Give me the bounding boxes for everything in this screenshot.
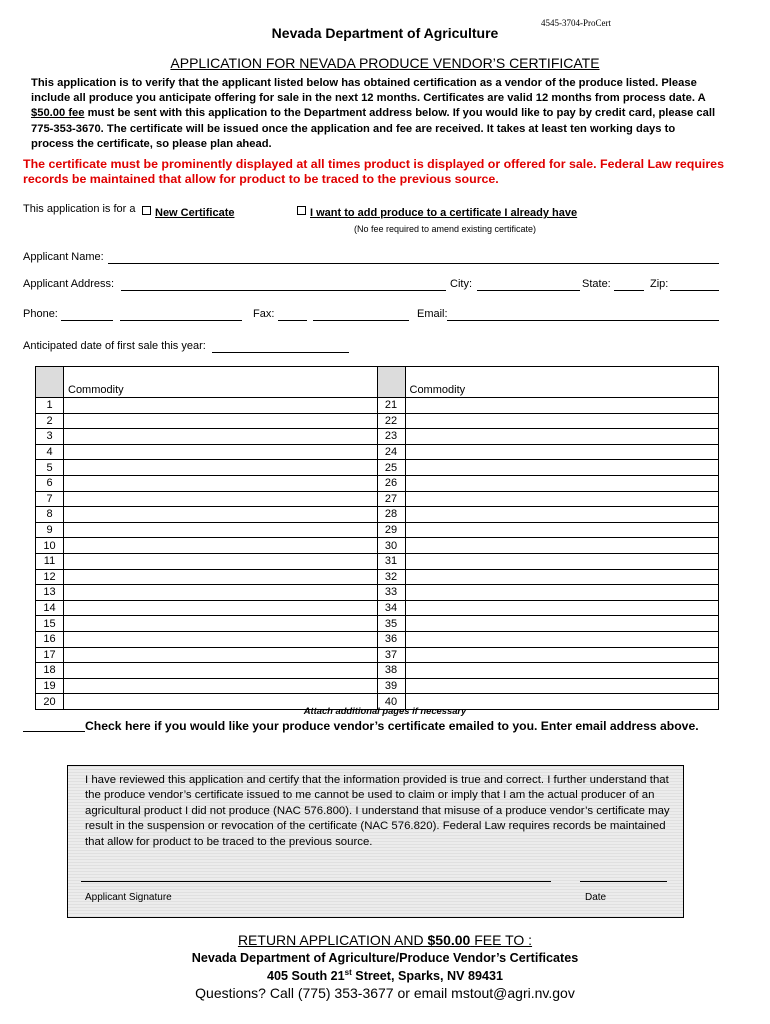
fax-label: Fax: — [253, 308, 275, 320]
commodity-entry-field[interactable] — [64, 398, 378, 414]
phone-label: Phone: — [23, 308, 58, 320]
commodity-entry-field[interactable] — [405, 553, 719, 569]
return-address-line2 — [0, 968, 770, 983]
commodity-table — [35, 366, 719, 710]
table-row — [36, 585, 719, 601]
commodity-entry-field[interactable] — [64, 413, 378, 429]
row-number: 2 — [36, 413, 64, 429]
row-number: 5 — [36, 460, 64, 476]
table-row — [36, 616, 719, 632]
return-heading — [0, 932, 770, 948]
row-number: 27 — [377, 491, 405, 507]
row-number: 17 — [36, 647, 64, 663]
row-number: 10 — [36, 538, 64, 554]
new-certificate-option[interactable] — [142, 203, 234, 221]
table-row — [36, 460, 719, 476]
first-sale-label: Anticipated date of first sale this year: — [23, 340, 206, 352]
row-number: 19 — [36, 678, 64, 694]
return-fee: $50.00 — [427, 932, 471, 948]
commodity-entry-field[interactable] — [64, 663, 378, 679]
commodity-header-left: Commodity — [64, 367, 378, 398]
commodity-entry-field[interactable] — [405, 429, 719, 445]
row-number: 36 — [377, 631, 405, 647]
zip-label: Zip: — [650, 278, 669, 290]
checkbox-icon[interactable] — [142, 206, 151, 215]
signature-label: Applicant Signature — [85, 892, 172, 903]
email-field[interactable] — [447, 320, 719, 321]
state-label: State: — [582, 278, 611, 290]
fax-number-field[interactable] — [313, 320, 409, 321]
applicant-name-field[interactable] — [108, 263, 719, 264]
commodity-entry-field[interactable] — [405, 585, 719, 601]
city-label: City: — [450, 278, 472, 290]
table-row — [36, 569, 719, 585]
commodity-entry-field[interactable] — [405, 538, 719, 554]
row-number: 29 — [377, 522, 405, 538]
row-number: 38 — [377, 663, 405, 679]
date-label: Date — [585, 892, 607, 903]
phone-number-field[interactable] — [120, 320, 242, 321]
page-title: APPLICATION FOR NEVADA PRODUCE VENDOR’S CERTIFICATE — [170, 55, 600, 71]
commodity-entry-field[interactable] — [405, 507, 719, 523]
street-suffix: Street, Sparks, NV 89431 — [351, 969, 504, 984]
row-number: 8 — [36, 507, 64, 523]
commodity-entry-field[interactable] — [405, 398, 719, 414]
intro-paragraph — [31, 76, 721, 152]
row-number: 35 — [377, 616, 405, 632]
questions-contact: Questions? Call (775) 353-3677 or email mstout@agri.nv.gov — [195, 985, 575, 1001]
table-header-row — [36, 367, 719, 398]
row-number: 4 — [36, 444, 64, 460]
commodity-entry-field[interactable] — [64, 538, 378, 554]
row-number: 12 — [36, 569, 64, 585]
commodity-entry-field[interactable] — [405, 569, 719, 585]
agency-name: Nevada Department of Agriculture — [271, 25, 499, 41]
add-produce-label: I want to add produce to a certificate I already have — [310, 207, 578, 219]
row-number: 7 — [36, 491, 64, 507]
commodity-entry-field[interactable] — [64, 678, 378, 694]
commodity-entry-field[interactable] — [64, 631, 378, 647]
table-row — [36, 491, 719, 507]
return-prefix: RETURN APPLICATION AND — [237, 932, 428, 948]
commodity-entry-field[interactable] — [64, 522, 378, 538]
row-number: 23 — [377, 429, 405, 445]
row-number: 39 — [377, 678, 405, 694]
intro-text-part1: This application is to verify that the applicant listed below has obtained certification as a vendor of the produce listed. Please include all produce you anticipate offering for sale in the next 12 months. Certificates are valid 12 months from process date. A — [31, 77, 706, 105]
row-number: 30 — [377, 538, 405, 554]
commodity-entry-field[interactable] — [64, 616, 378, 632]
row-number: 40 — [377, 694, 405, 710]
row-number: 24 — [377, 444, 405, 460]
table-header-blank — [36, 367, 64, 398]
commodity-entry-field[interactable] — [64, 585, 378, 601]
new-certificate-label: New Certificate — [155, 207, 235, 219]
row-number: 22 — [377, 413, 405, 429]
table-row — [36, 678, 719, 694]
checkbox-icon[interactable] — [297, 206, 306, 215]
table-row — [36, 647, 719, 663]
table-row — [36, 600, 719, 616]
commodity-entry-field[interactable] — [405, 475, 719, 491]
row-number: 14 — [36, 600, 64, 616]
table-row — [36, 444, 719, 460]
certification-box — [67, 765, 684, 918]
commodity-entry-field[interactable] — [405, 616, 719, 632]
first-sale-field[interactable] — [212, 352, 349, 353]
street-prefix: 405 South 21 — [266, 969, 345, 984]
row-number: 11 — [36, 553, 64, 569]
intro-fee: $50.00 fee — [31, 107, 85, 120]
commodity-entry-field[interactable] — [405, 444, 719, 460]
table-row — [36, 507, 719, 523]
return-address-line1: Nevada Department of Agriculture/Produce Vendor’s Certificates — [191, 951, 579, 965]
row-number: 32 — [377, 569, 405, 585]
add-produce-option[interactable] — [297, 203, 577, 221]
zip-field[interactable] — [670, 290, 719, 291]
row-number: 31 — [377, 553, 405, 569]
signature-field[interactable] — [81, 881, 551, 882]
commodity-entry-field[interactable] — [405, 522, 719, 538]
commodity-entry-field[interactable] — [405, 600, 719, 616]
commodity-entry-field[interactable] — [405, 491, 719, 507]
commodity-entry-field[interactable] — [405, 678, 719, 694]
email-check-blank[interactable] — [23, 719, 85, 732]
state-field[interactable] — [614, 290, 644, 291]
row-number: 1 — [36, 398, 64, 414]
table-row — [36, 631, 719, 647]
warning-notice: The certificate must be prominently displayed at all times product is displayed or offered for sale. Federal Law requires records be maintained that allow for product to be traced to the previous source. — [23, 157, 724, 186]
commodity-entry-field[interactable] — [64, 491, 378, 507]
row-number: 18 — [36, 663, 64, 679]
commodity-entry-field[interactable] — [64, 460, 378, 476]
commodity-entry-field[interactable] — [64, 600, 378, 616]
row-number: 25 — [377, 460, 405, 476]
row-number: 37 — [377, 647, 405, 663]
table-row — [36, 538, 719, 554]
phone-area-code-field[interactable] — [61, 320, 113, 321]
commodity-entry-field[interactable] — [64, 475, 378, 491]
applicant-address-label: Applicant Address: — [23, 278, 115, 290]
table-row — [36, 398, 719, 414]
email-check-row — [23, 719, 723, 734]
row-number: 34 — [377, 600, 405, 616]
row-number: 3 — [36, 429, 64, 445]
commodity-entry-field[interactable] — [405, 647, 719, 663]
commodity-entry-field[interactable] — [64, 569, 378, 585]
commodity-header-right: Commodity — [405, 367, 719, 398]
application-type-label: This application is for a — [23, 203, 136, 215]
city-field[interactable] — [477, 290, 580, 291]
table-row — [36, 522, 719, 538]
row-number: 13 — [36, 585, 64, 601]
intro-text-part2: must be sent with this application to the Department address below. If you would like to pay by credit card, please call 775-353-3670. The certificate will be issued once the application and fee are received. It takes at least ten working days to process the certificate, so please plan ahead. — [31, 107, 716, 150]
row-number: 28 — [377, 507, 405, 523]
row-number: 33 — [377, 585, 405, 601]
table-row — [36, 475, 719, 491]
email-label: Email: — [417, 308, 448, 320]
street-ordinal: st — [344, 968, 352, 977]
commodity-entry-field[interactable] — [64, 553, 378, 569]
commodity-entry-field[interactable] — [64, 647, 378, 663]
commodity-entry-field[interactable] — [405, 413, 719, 429]
form-code: 4545-3704-ProCert — [541, 18, 611, 28]
return-suffix: FEE TO : — [470, 932, 533, 948]
commodity-entry-field[interactable] — [405, 460, 719, 476]
commodity-entry-field[interactable] — [405, 631, 719, 647]
table-row — [36, 663, 719, 679]
row-number: 20 — [36, 694, 64, 710]
row-number: 6 — [36, 475, 64, 491]
table-header-blank — [377, 367, 405, 398]
certification-text: I have reviewed this application and certify that the information provided is true and correct. I further understand that the produce vendor’s certificate issued to me cannot be used to claim or imply that I am the actual producer of an agricultural product I did not produce (NAC 576.800). I understand that misuse of a produce vendor’s certificate may result in the suspension or revocation of the certificate (NAC 576.820). Federal Law requires records be maintained that allow for product to be traced to the previous source. — [85, 774, 670, 848]
applicant-address-field[interactable] — [121, 290, 446, 291]
commodity-entry-field[interactable] — [64, 507, 378, 523]
date-field[interactable] — [580, 881, 667, 882]
table-row — [36, 429, 719, 445]
commodity-entry-field[interactable] — [64, 429, 378, 445]
row-number: 21 — [377, 398, 405, 414]
commodity-entry-field[interactable] — [405, 663, 719, 679]
fax-area-code-field[interactable] — [278, 320, 307, 321]
commodity-entry-field[interactable] — [64, 444, 378, 460]
row-number: 26 — [377, 475, 405, 491]
table-row — [36, 413, 719, 429]
email-check-text: Check here if you would like your produce vendor’s certificate emailed to you. Enter email address above. — [85, 719, 699, 733]
row-number: 16 — [36, 631, 64, 647]
applicant-name-label: Applicant Name: — [23, 251, 104, 263]
row-number: 15 — [36, 616, 64, 632]
attach-note: Attach additional pages if necessary — [303, 705, 467, 716]
table-row — [36, 553, 719, 569]
no-fee-note: (No fee required to amend existing certificate) — [353, 224, 537, 234]
row-number: 9 — [36, 522, 64, 538]
